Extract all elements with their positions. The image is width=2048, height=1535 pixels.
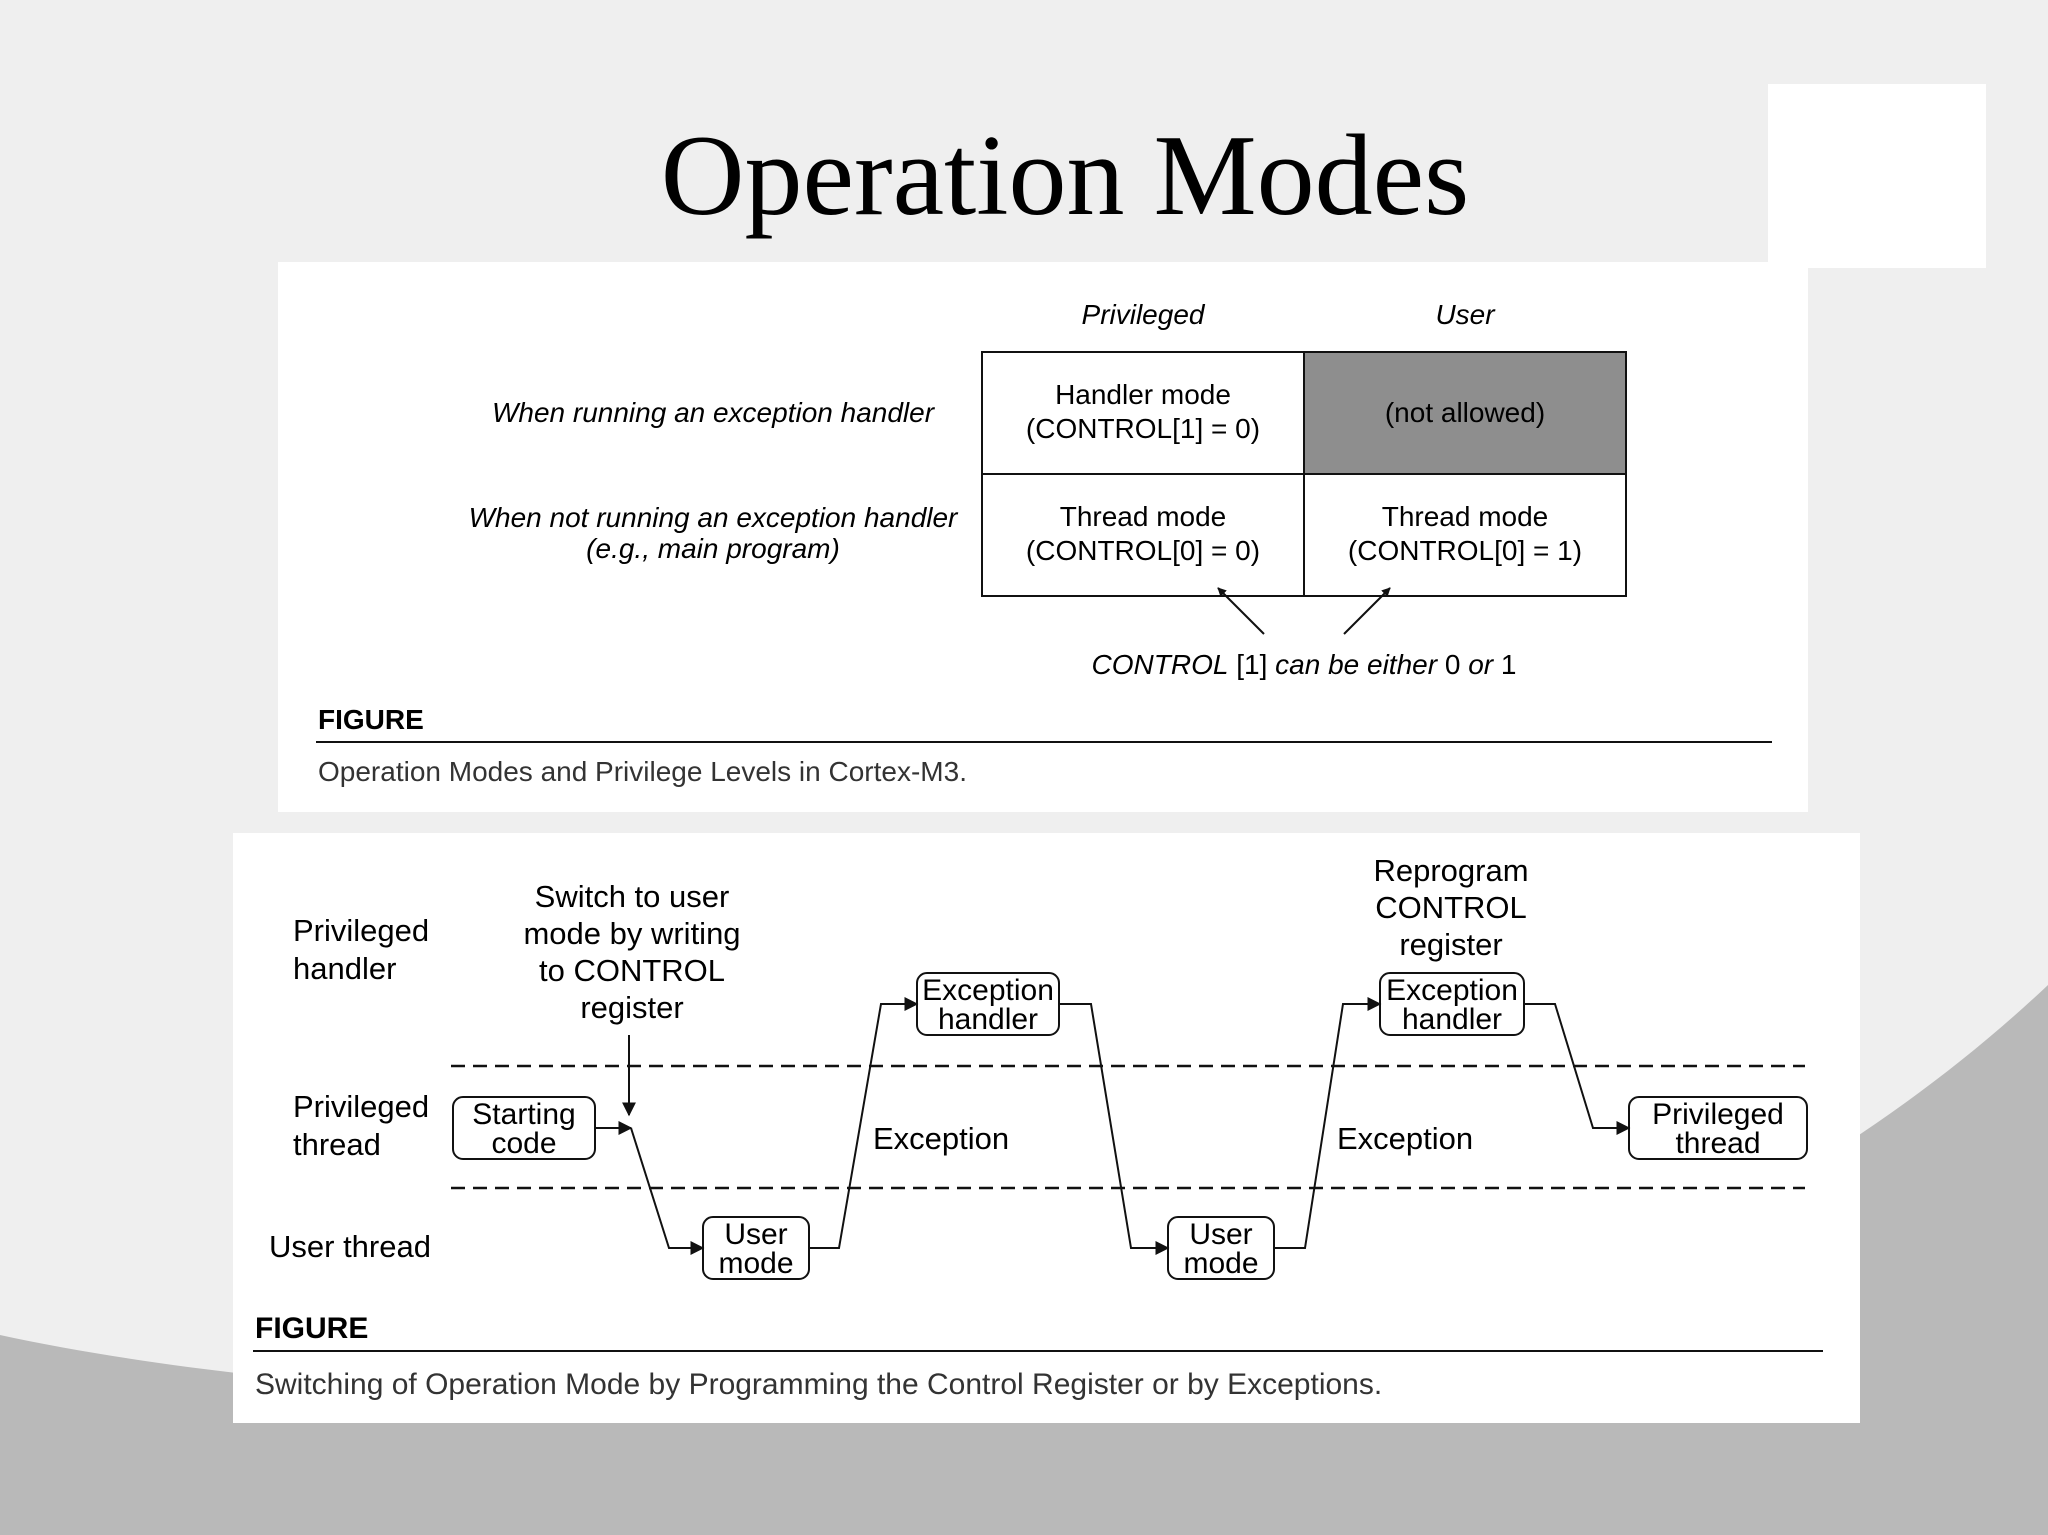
box-exception-handler-2-line2: handler bbox=[1401, 1003, 1503, 1036]
row-label-user-thread: User thread bbox=[269, 1229, 431, 1264]
switch-annotation-4: register bbox=[580, 990, 684, 1025]
box-privileged-thread-line1: Privileged bbox=[1652, 1098, 1784, 1131]
switch-annotation-3: to CONTROL bbox=[538, 953, 726, 988]
exception-label-1: Exception bbox=[873, 1121, 1010, 1156]
box-privileged-thread-line2: thread bbox=[1675, 1127, 1761, 1160]
box-exception-handler-1-line1: Exception bbox=[922, 974, 1054, 1007]
box-user-mode-1-line1: User bbox=[724, 1218, 788, 1251]
box-exception-handler-2-line1: Exception bbox=[1386, 974, 1518, 1007]
cell-privileged-thread-title: Thread mode bbox=[1059, 501, 1227, 532]
figure2-caption: Switching of Operation Mode by Programming the Control Register or by Exceptions. bbox=[255, 1368, 1383, 1401]
column-header-user: User bbox=[1435, 299, 1495, 330]
control-bit-note: CONTROL [1] can be either 0 or 1 bbox=[1091, 649, 1517, 680]
transition-start-to-user-2 bbox=[631, 1128, 703, 1248]
reprogram-annotation-1: Reprogram bbox=[1373, 853, 1529, 888]
cell-privileged-thread-value: (CONTROL[0] = 0) bbox=[1025, 535, 1261, 566]
switch-annotation-1: Switch to user bbox=[534, 879, 730, 914]
box-user-mode-2-line2: mode bbox=[1183, 1247, 1259, 1280]
transition-handler-1-to-user bbox=[1059, 1004, 1168, 1248]
cell-user-thread-value: (CONTROL[0] = 1) bbox=[1347, 535, 1583, 566]
row-label-no-exception-example: (e.g., main program) bbox=[586, 533, 840, 564]
slide-title: Operation Modes bbox=[660, 112, 1470, 240]
row-label-privileged-handler-1: Privileged bbox=[293, 913, 430, 948]
figure-privilege-levels bbox=[278, 262, 1808, 812]
cell-not-allowed-label: (not allowed) bbox=[1384, 397, 1546, 428]
box-starting-code-line2: code bbox=[491, 1127, 557, 1160]
cell-handler-mode-title: Handler mode bbox=[1055, 379, 1231, 410]
row-label-privileged-thread-1: Privileged bbox=[293, 1089, 430, 1124]
switch-annotation-2: mode by writing bbox=[523, 916, 741, 951]
figure-mode-switching bbox=[233, 833, 1860, 1423]
exception-label-2: Exception bbox=[1337, 1121, 1474, 1156]
box-starting-code-line1: Starting bbox=[472, 1098, 576, 1131]
row-label-privileged-thread-2: thread bbox=[293, 1127, 381, 1162]
box-exception-handler-1-line2: handler bbox=[937, 1003, 1039, 1036]
figure2-caption-heading: FIGURE bbox=[255, 1312, 369, 1345]
reprogram-annotation-3: register bbox=[1399, 927, 1503, 962]
cell-user-thread-title: Thread mode bbox=[1381, 501, 1549, 532]
figure1-caption: Operation Modes and Privilege Levels in Cortex-M3. bbox=[318, 756, 967, 787]
row-label-privileged-handler-2: handler bbox=[293, 951, 397, 986]
figure1-caption-heading: FIGURE bbox=[318, 704, 424, 735]
box-user-mode-1-line2: mode bbox=[718, 1247, 794, 1280]
corner-box bbox=[1768, 84, 1986, 268]
box-user-mode-2-line1: User bbox=[1189, 1218, 1253, 1251]
reprogram-annotation-2: CONTROL bbox=[1375, 890, 1527, 925]
column-header-privileged: Privileged bbox=[1081, 299, 1205, 330]
row-label-no-exception: When not running an exception handler bbox=[468, 502, 958, 533]
cell-handler-mode-value: (CONTROL[1] = 0) bbox=[1025, 413, 1261, 444]
row-label-exception-handler: When running an exception handler bbox=[491, 397, 935, 428]
